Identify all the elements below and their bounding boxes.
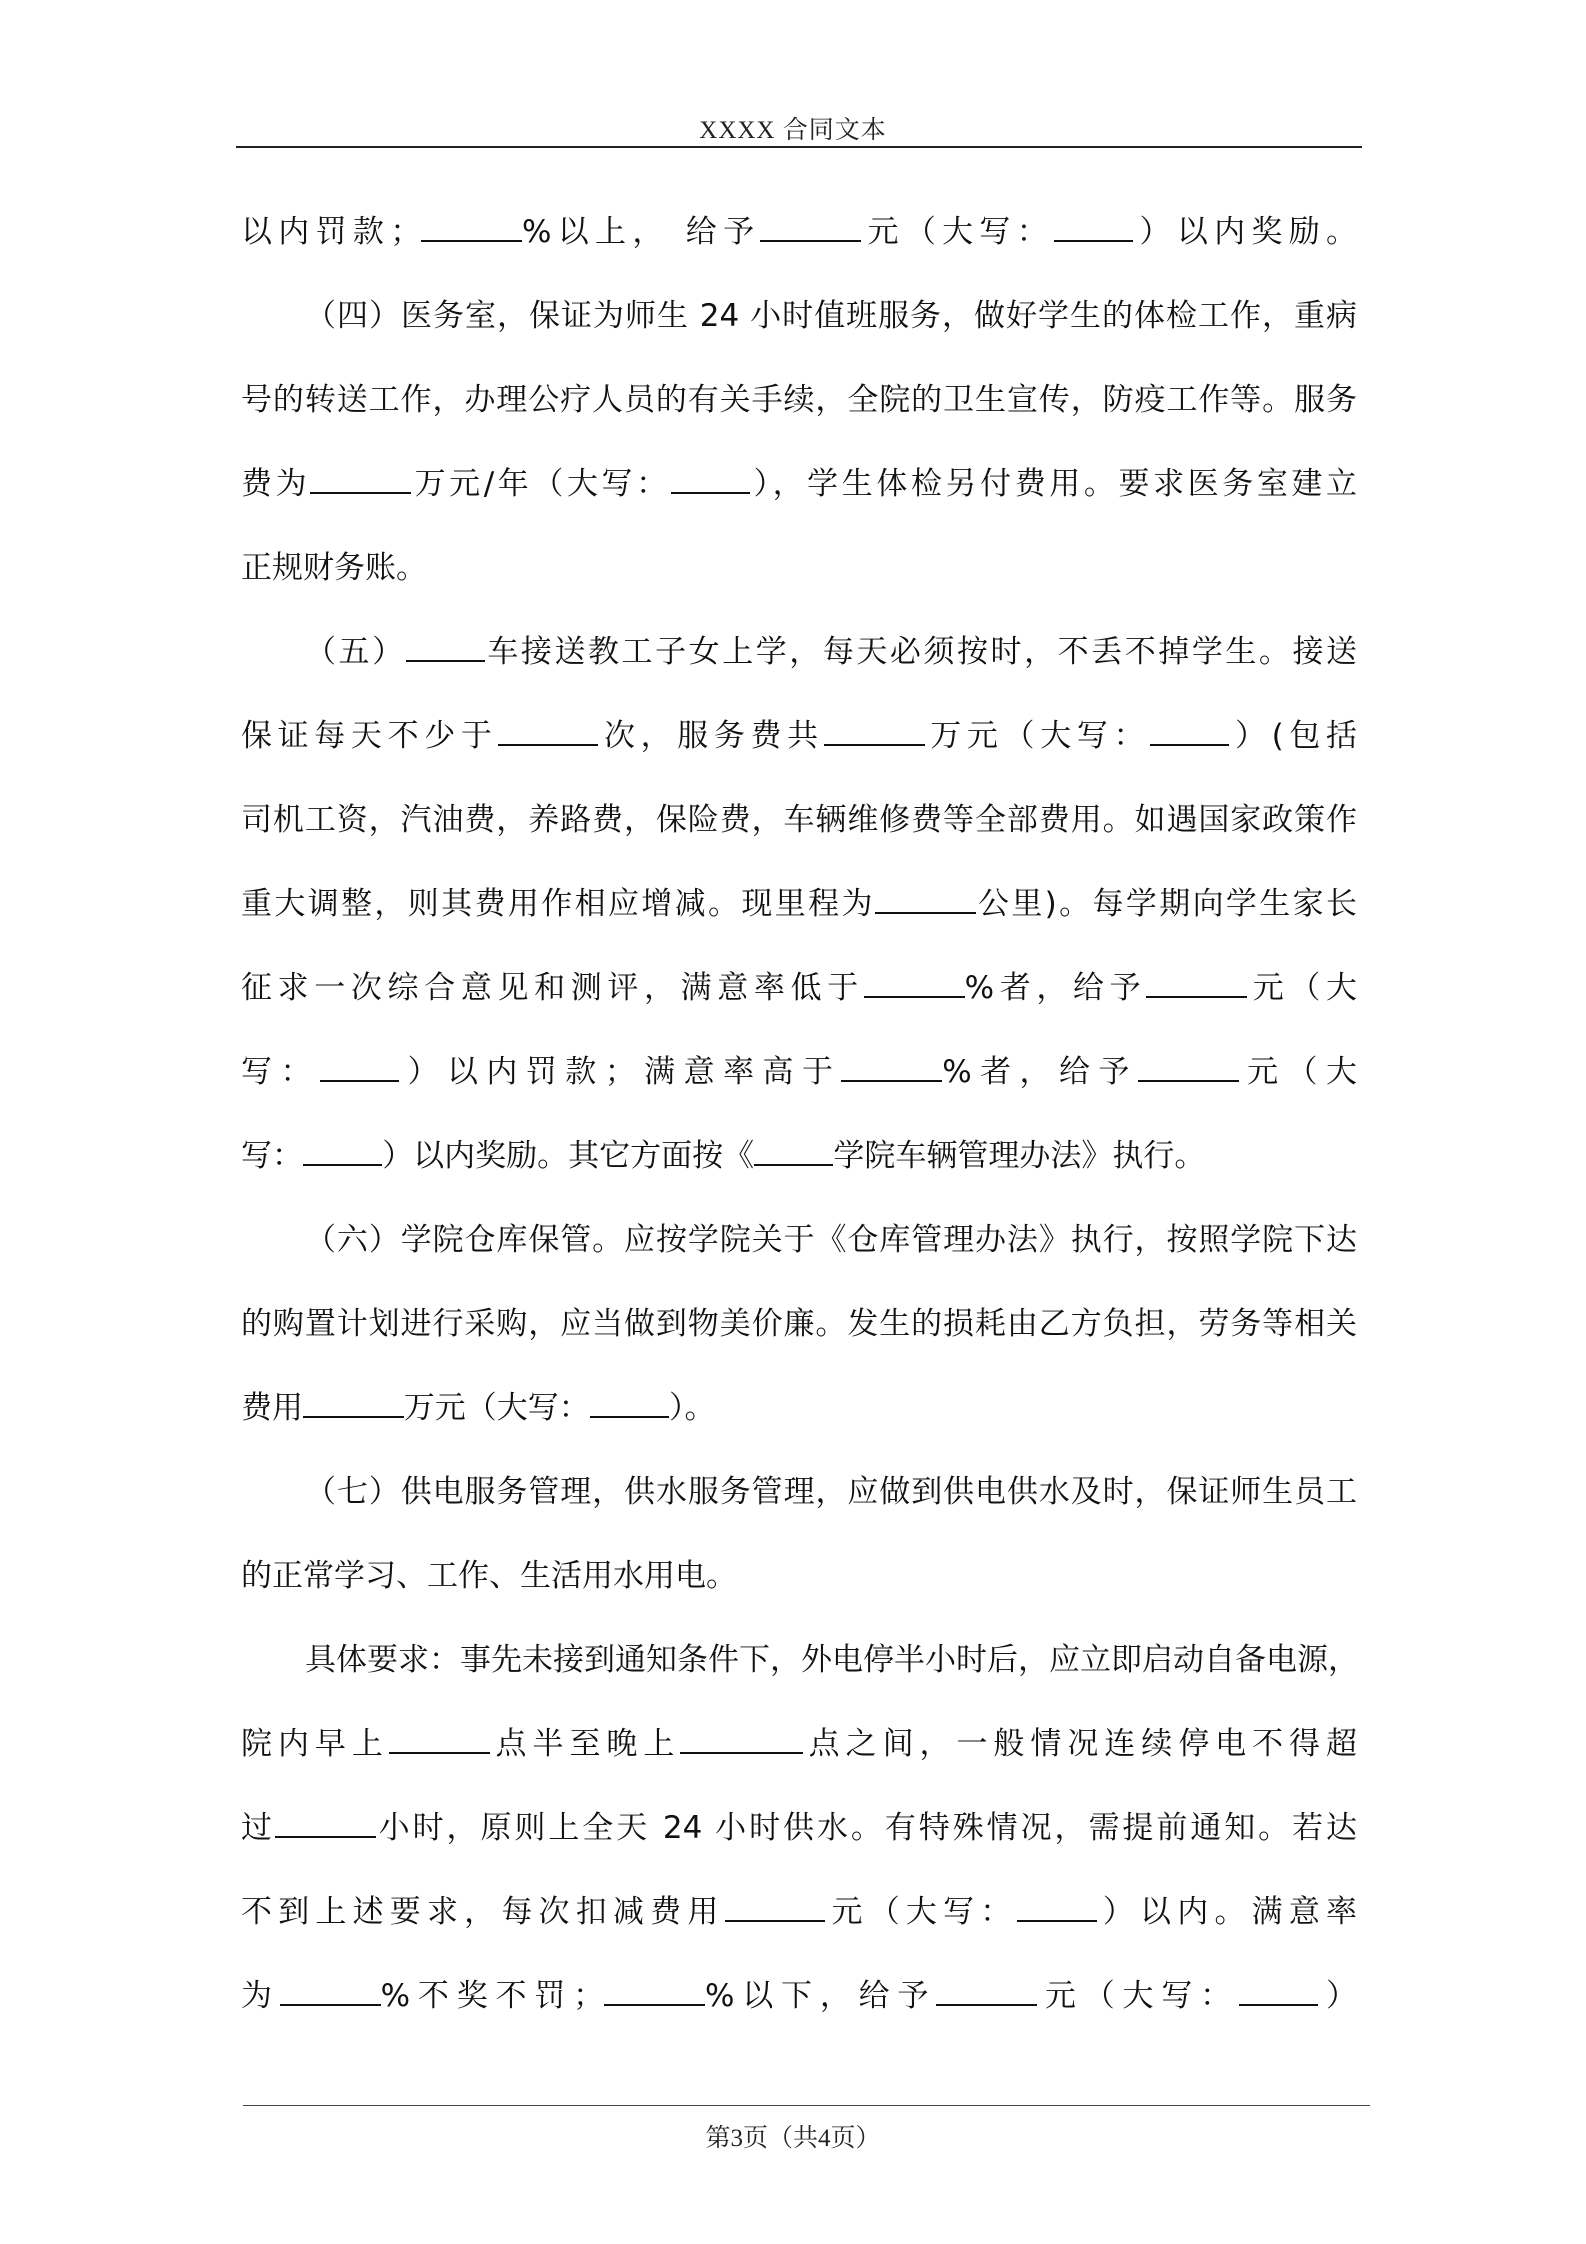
fill-in-blank	[389, 1725, 490, 1754]
fill-in-blank	[280, 1977, 381, 2006]
text-line	[241, 694, 1357, 778]
text-run: 院内早上	[241, 1726, 389, 1762]
text-run: 万元（大写：	[924, 718, 1151, 754]
text-run: 写：	[241, 1054, 320, 1090]
text-line	[241, 1450, 1357, 1534]
text-line	[241, 1030, 1357, 1114]
text-run: （四）医务室，保证为师生 24 小时值班服务，做好学生的体检工作，重病	[305, 298, 1357, 334]
fill-in-blank	[1150, 717, 1229, 746]
text-run: 万元（大写：	[403, 1390, 590, 1426]
fill-in-blank	[275, 1809, 376, 1838]
text-line	[241, 778, 1357, 862]
text-run: 元（大写：	[861, 214, 1055, 250]
text-run: 正规财务账。	[241, 550, 427, 586]
text-line	[241, 526, 1357, 610]
fill-in-blank	[671, 465, 750, 494]
fill-in-blank	[1017, 1893, 1096, 1922]
text-run: ）以内罚款；满意率高于	[399, 1054, 842, 1090]
text-run: 不到上述要求，每次扣减费用	[241, 1894, 725, 1930]
text-run: 公里)。每学期向学生家长	[975, 886, 1358, 922]
text-run: 费用	[241, 1390, 303, 1426]
text-line	[241, 1786, 1357, 1870]
text-run: %以下，给予	[704, 1978, 937, 2014]
text-run: 司机工资，汽油费，养路费，保险费，车辆维修费等全部费用。如遇国家政策作	[241, 802, 1357, 838]
text-line	[241, 1954, 1357, 2038]
text-run: ）(包括	[1229, 718, 1357, 754]
text-run: ）	[1318, 1978, 1358, 2014]
fill-in-blank	[760, 213, 861, 242]
text-run: 过	[241, 1810, 275, 1846]
footer-rule	[243, 2105, 1370, 2106]
fill-in-blank	[1054, 213, 1133, 242]
text-run: 点半至晚上	[489, 1726, 681, 1762]
header-rule	[236, 146, 1362, 148]
text-run: 为	[241, 1978, 280, 2014]
text-run: 保证每天不少于	[241, 718, 498, 754]
text-run: 次，服务费共	[598, 718, 824, 754]
text-line	[241, 442, 1357, 526]
fill-in-blank	[936, 1977, 1037, 2006]
text-run: 费为	[241, 466, 311, 502]
fill-in-blank	[406, 633, 485, 662]
fill-in-blank	[754, 1137, 833, 1166]
fill-in-blank	[498, 717, 599, 746]
text-line	[241, 1282, 1357, 1366]
text-line	[241, 1870, 1357, 1954]
text-run: （六）学院仓库保管。应按学院关于《仓库管理办法》执行，按照学院下达	[305, 1222, 1357, 1258]
text-line	[241, 1114, 1357, 1198]
fill-in-blank	[725, 1893, 826, 1922]
document-body	[241, 190, 1357, 2038]
fill-in-blank	[303, 1389, 404, 1418]
page-header: XXXX 合同文本	[699, 117, 887, 144]
text-run: 车接送教工子女上学，每天必须按时，不丢不掉学生。接送	[484, 634, 1358, 670]
fill-in-blank	[1146, 969, 1247, 998]
text-run: 重大调整，则其费用作相应增减。现里程为	[241, 886, 875, 922]
text-line	[241, 190, 1357, 274]
page-footer: 第3页（共4页）	[705, 2125, 881, 2152]
fill-in-blank	[421, 213, 522, 242]
text-run: ）。	[668, 1390, 716, 1426]
text-line	[241, 1198, 1357, 1282]
text-line	[241, 358, 1357, 442]
text-run: %者，给予	[942, 1054, 1138, 1090]
fill-in-blank	[875, 885, 976, 914]
fill-in-blank	[303, 1137, 382, 1166]
text-line	[241, 1534, 1357, 1618]
text-run: （七）供电服务管理，供水服务管理，应做到供电供水及时，保证师生员工	[305, 1474, 1357, 1510]
text-run: 学院车辆管理办法》执行。	[833, 1138, 1206, 1174]
text-run: %以上， 给予	[522, 214, 761, 250]
text-run: ）以内奖励。其它方面按《	[382, 1138, 755, 1174]
text-line	[241, 1702, 1357, 1786]
fill-in-blank	[841, 1053, 942, 1082]
text-run: 号的转送工作，办理公疗人员的有关手续，全院的卫生宣传，防疫工作等。服务	[241, 382, 1357, 418]
text-run: 的购置计划进行采购，应当做到物美价廉。发生的损耗由乙方负担，劳务等相关	[241, 1306, 1357, 1342]
fill-in-blank	[310, 465, 411, 494]
text-run: 具体要求：事先未接到通知条件下，外电停半小时后，应立即启动自备电源，	[305, 1642, 1359, 1678]
text-run: （五）	[305, 634, 406, 670]
text-run: 以内罚款；	[241, 214, 422, 250]
text-line	[241, 946, 1357, 1030]
fill-in-blank	[864, 969, 965, 998]
text-line	[241, 610, 1357, 694]
fill-in-blank	[590, 1389, 669, 1418]
text-run: ），学生体检另付费用。要求医务室建立	[749, 466, 1358, 502]
text-run: 征求一次综合意见和测评，满意率低于	[241, 970, 864, 1006]
fill-in-blank	[1239, 1977, 1318, 2006]
text-run: 点之间，一般情况连续停电不得超	[802, 1726, 1358, 1762]
fill-in-blank	[320, 1053, 399, 1082]
text-line	[241, 1366, 1357, 1450]
text-run: 元（大	[1238, 1054, 1358, 1090]
fill-in-blank	[1138, 1053, 1239, 1082]
text-run: 元（大	[1247, 970, 1358, 1006]
fill-in-blank	[680, 1725, 802, 1754]
text-line	[241, 274, 1357, 358]
text-run: 的正常学习、工作、生活用水用电。	[241, 1558, 737, 1594]
text-run: %者，给予	[964, 970, 1147, 1006]
text-line	[241, 1618, 1357, 1702]
text-run: ）以内。满意率	[1096, 1894, 1358, 1930]
text-run: %不奖不罚；	[380, 1978, 605, 2014]
fill-in-blank	[604, 1977, 705, 2006]
text-run: 元（大写：	[825, 1894, 1018, 1930]
text-run: ）以内奖励。	[1133, 214, 1358, 250]
fill-in-blank	[824, 717, 925, 746]
text-run: 写：	[241, 1138, 303, 1174]
text-line	[241, 862, 1357, 946]
text-run: 小时，原则上全天 24 小时供水。有特殊情况，需提前通知。若达	[375, 1810, 1357, 1846]
text-run: 万元/年（大写：	[410, 466, 671, 502]
text-run: 元（大写：	[1037, 1978, 1239, 2014]
